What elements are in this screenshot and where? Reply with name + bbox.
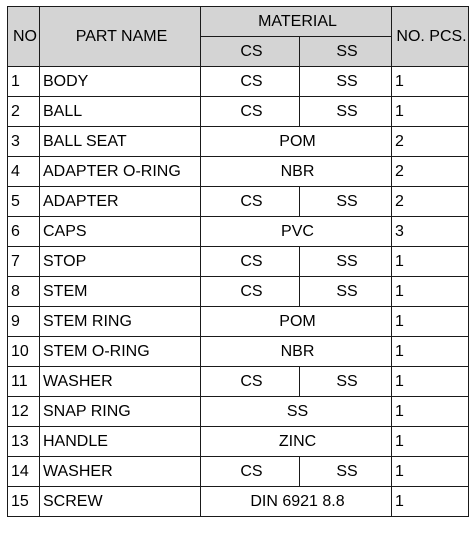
material-ss: SS [300,367,392,397]
material-cs: CS [201,277,300,307]
quantity: 1 [392,67,469,97]
material-cs: CS [201,187,300,217]
row-number: 1 [8,67,40,97]
material-value: NBR [201,337,392,367]
row-number: 13 [8,427,40,457]
part-name: CAPS [40,217,201,247]
quantity: 1 [392,97,469,127]
quantity: 2 [392,157,469,187]
part-name: STOP [40,247,201,277]
header-material: MATERIAL [201,7,392,37]
table-row [8,307,469,337]
header-qty: NO. PCS. [392,7,469,67]
part-name: STEM RING [40,307,201,337]
quantity: 1 [392,397,469,427]
table-body [8,67,469,517]
material-ss: SS [300,67,392,97]
table-row [8,337,469,367]
part-name: BODY [40,67,201,97]
part-name: STEM [40,277,201,307]
material-value: POM [201,307,392,337]
quantity: 1 [392,457,469,487]
header-row [8,7,469,37]
material-value: DIN 6921 8.8 [201,487,392,517]
material-cs: CS [201,97,300,127]
table-row [8,157,469,187]
part-name: ADAPTER O-RING [40,157,201,187]
header-cs: CS [201,37,300,67]
material-cs: CS [201,247,300,277]
quantity: 1 [392,277,469,307]
row-number: 12 [8,397,40,427]
header-no: NO [8,7,40,67]
material-cs: CS [201,67,300,97]
material-ss: SS [300,457,392,487]
quantity: 1 [392,487,469,517]
row-number: 10 [8,337,40,367]
header-ss: SS [300,37,392,67]
header-part-name: PART NAME [40,7,201,67]
table-row [8,487,469,517]
quantity: 1 [392,427,469,457]
material-ss: SS [300,187,392,217]
table-row [8,127,469,157]
table-row [8,217,469,247]
row-number: 7 [8,247,40,277]
table-row [8,67,469,97]
part-name: SNAP RING [40,397,201,427]
table-row [8,97,469,127]
material-cs: CS [201,457,300,487]
table-row [8,247,469,277]
row-number: 14 [8,457,40,487]
parts-table [7,6,469,517]
material-value: ZINC [201,427,392,457]
row-number: 4 [8,157,40,187]
part-name: WASHER [40,367,201,397]
quantity: 1 [392,337,469,367]
quantity: 2 [392,187,469,217]
material-ss: SS [300,247,392,277]
table-row [8,427,469,457]
table-row [8,457,469,487]
part-name: BALL [40,97,201,127]
row-number: 9 [8,307,40,337]
part-name: WASHER [40,457,201,487]
quantity: 1 [392,367,469,397]
part-name: ADAPTER [40,187,201,217]
part-name: BALL SEAT [40,127,201,157]
table-row [8,187,469,217]
material-ss: SS [300,97,392,127]
part-name: SCREW [40,487,201,517]
material-cs: CS [201,367,300,397]
table-row [8,367,469,397]
row-number: 6 [8,217,40,247]
quantity: 3 [392,217,469,247]
part-name: STEM O-RING [40,337,201,367]
table-row [8,397,469,427]
material-value: PVC [201,217,392,247]
row-number: 5 [8,187,40,217]
quantity: 1 [392,307,469,337]
row-number: 8 [8,277,40,307]
row-number: 15 [8,487,40,517]
table-row [8,277,469,307]
row-number: 3 [8,127,40,157]
row-number: 11 [8,367,40,397]
quantity: 2 [392,127,469,157]
part-name: HANDLE [40,427,201,457]
material-value: POM [201,127,392,157]
material-value: SS [201,397,392,427]
material-value: NBR [201,157,392,187]
quantity: 1 [392,247,469,277]
row-number: 2 [8,97,40,127]
material-ss: SS [300,277,392,307]
